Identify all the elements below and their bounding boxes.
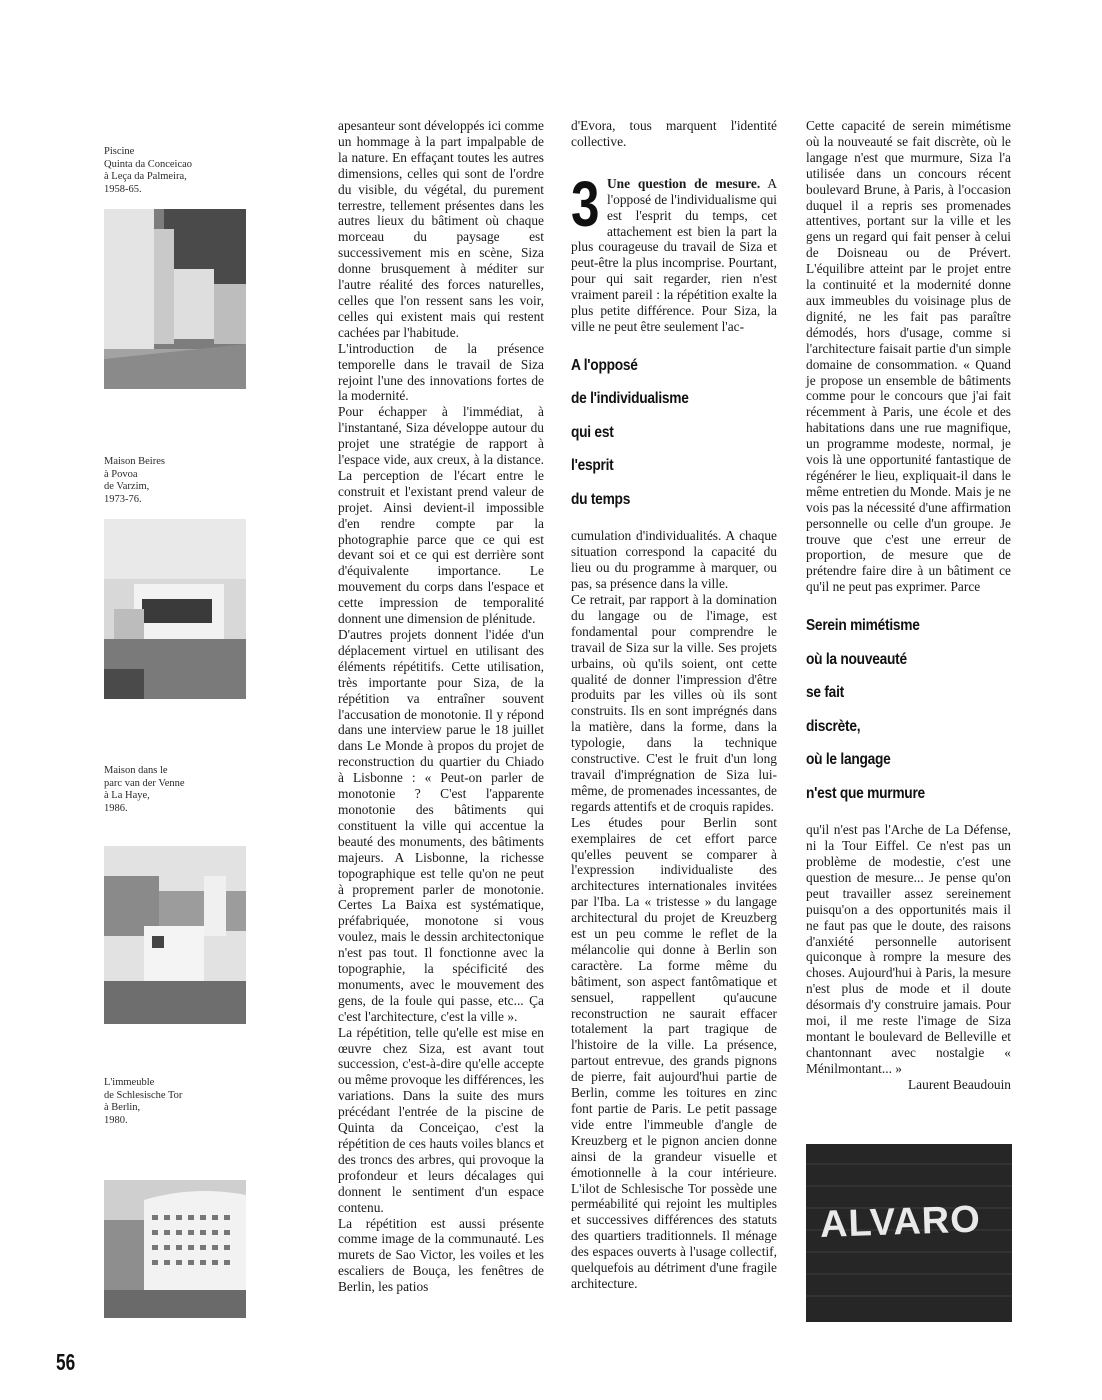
caption-pool: Piscine Quinta da Conceicao à Leça da Palmeira, 1958-65. [104,146,193,195]
author-signature: Laurent Beaudouin [908,1076,1011,1092]
pull-quote-line: n'est que murmure [806,784,925,802]
paragraph: qu'il n'est pas l'Arche de La Défense, ni la Tour Eiffel. Ce n'est pas un problème de modestie, c'est une question de mesure... Je pense qu'on peut travailler assez sereinement puisqu'on a des opportunités mais il ne faut pas que le doute, des raisons d'anxiété personnelle autorisent quiconque à rompre la mesure des choses. Aujourd'hui à Paris, la mesure n'est plus de mode et il doute désormais d'y construire jamais. Pour moi, il me reste l'image de Siza montant le boulevard de Belleville et chantonnant avec nostalgie « Ménilmontant... » [806,822,1011,1076]
paragraph: Cette capacité de serein mimétisme où la nouveauté se fait discrète, où le langage n'est que murmure, Siza l'a utilisée dans un concours récent boulevard Brune, à Paris, à l'occasion duquel il a repris ses promenades attentives, portant sur la ville et les gens un regard qui fait penser à celui de Doisneau ou de Prévert. L'équilibre atteint par le projet entre la continuité et la modernité donne aux immeubles du voisinage plus de dignité, ne les fait pas paraître démodés, hors d'usage, comme si l'architecture faisait partie d'un simple domaine de consommation. « Quand je propose un ensemble de bâtiments comme pour le concours que j'ai fait récemment à Paris, une école et des habitations dans une rue magnifique, un programme modeste, normal, je vois là une opportunité fantastique de régénérer le lieu, expliquait-il dans le même entretien du Monde. Mais je ne vois pas la nécessité d'une affirmation personnelle ou celle d'un groupe. Je trouve que c'est une erreur de proportion, de mesure que de prétendre faire dire à un bâtiment ce qu'il ne peut pas exprimer. Parce [806,118,1011,595]
pull-quote-line: l'esprit [571,457,614,475]
paragraph: d'Evora, tous marquent l'identité collective. [571,118,777,149]
paragraph: D'autres projets donnent l'idée d'un déplacement virtuel en utilisant des éléments répétitifs. Cette utilisation, très importante pour Siza, de la répétition va entraîner souvent l'accusation de monotonie. Il y répond dans une interview parue le 18 juillet dans Le Monde à propos du projet de reconstruction du quartier du Chiado à Lisbonne : « Peut-on parler de monotonie ? C'est l'apparente monotonie des bâtiments qui constituent la ville qui accentue la beauté des monuments, des bâtiments majeurs. A Lisbonne, la richesse topographique est telle qu'on ne peut à proprement parler de monotonie. Certes La Baixa est systématique, préfabriquée, monotone si vous voulez, mais le dessin architectonique n'est pas tout. Il fonctionne avec la topographie, la spécificité des monuments, avec le mouvement des gens, de la foule qui passe, etc... Ça c'est l'architecture, c'est la ville ». [338,627,544,1024]
pull-quote-line: discrète, [806,717,861,735]
pool-photo [104,209,246,389]
page-number: 56 [56,1349,76,1375]
pull-quote-line: où la nouveauté [806,650,907,668]
paragraph: Les études pour Berlin sont exemplaires de cet effort parce qu'elles peuvent se comparer à l'expression individualiste des architectures internationales invitées par l'Iba. La « tristesse » du langage architectural du projet de Kreuzberg est un peu comme le reflet de la mélancolie qui donne à Berlin son caractère. La forme même du bâtiment, son aspect fantômatique et sensuel, rappellent qu'aucune reconstruction ne saurait effacer totalement la part tragique de l'histoire de la ville. La présence, partout entrevue, des grands pignons de pierre, fait aujourd'hui partie de Berlin, comme les toitures en zinc font partie de Paris. Le petit passage vide entre l'immeuble d'angle de Kreuzberg et le pignon ancien donne ainsi de la grandeur visuelle et émotionnelle à la cour intérieure. L'ilot de Schlesische Tor possède une perméabilité qui rejoint les multiples et successives différences des statuts des quartiers traditionnels. Il ménage des espaces ouverts à l'usage collectif, quelquefois au détriment d'une fragile architecture. [571,814,777,1291]
pull-quote [806,609,1011,810]
section-number: 3 [571,167,600,240]
hague-photo [104,846,246,1024]
paragraph: L'introduction de la présence temporelle dans le travail de Siza rejoint l'une des innovations fortes de la modernité. [338,340,544,404]
caption-hague: Maison dans le parc van der Venne à La Haye, 1986. [104,765,185,814]
section-3 [571,167,777,335]
text-column-1 [338,118,544,1295]
paragraph: cumulation d'individualités. A chaque situation correspond la capacité du lieu ou du programme à marquer, ou pas, sa présence dans la ville. [571,528,777,592]
section-heading: Une question de mesure. [607,175,761,191]
paragraph: apesanteur sont développés ici comme un hommage à la part impalpable de la nature. En effaçant toutes les autres dimensions, celles qui sont de l'ordre du visible, du végétal, du purement terrestre, tellement présentes dans les autres lieux du bâtiment où chaque morceau du paysage est successivement mis en scène, Siza donne brusquement à méditer sur l'autre réalité des forces naturelles, celles que l'on ressent sans les voir, celles qui existent mais qui restent cachées par l'habitude. [338,118,544,340]
house-photo [104,519,246,699]
pull-quote [571,349,777,517]
graffiti-photo [806,1144,1012,1322]
paragraph: La répétition, telle qu'elle est mise en œuvre chez Siza, est avant tout succession, c'est-à-dire qu'elle accepte ou même provoque les différences, les variations. Dans la suite des murs précédant l'entrée de la piscine de Quinta da Conceiçao, c'est la répétition de ces hauts voiles blancs et des troncs des arbres, qui provoque la profondeur et leurs décalages qui donnent le sentiment d'un espace contenu. [338,1024,544,1215]
pull-quote-line: se fait [806,684,844,702]
paragraph: Pour échapper à l'immédiat, à l'instantané, Siza développe autour du projet une stratégie de rapport à l'espace vide, aux creux, à la distance. La perception de l'écart entre le construit et l'existant prend valeur de projet. Ainsi devient-il impossible d'en rendre compte par la photographie parce que ce qui est devant soi et ce qui est derrière sont d'équivalente importance. Le mouvement du corps dans l'espace et cette impression de temporalité donnent une dimension de plénitude. [338,404,544,627]
paragraph: A l'opposé de l'individualisme qui est l'esprit du temps, cet attachement est bien la part la plus courageuse du travail de Siza et peut-être la plus incomprise. Pourtant, pour qui sait regarder, rien n'est vraiment pareil : la répétition exalte la plus petite différence. Pour Siza, la ville ne peut être seulement l'ac- [571,175,777,334]
pull-quote-line: de l'individualisme [571,390,689,408]
paragraph: La répétition est aussi présente comme image de la communauté. Les murets de Sao Victor, les voiles et les escaliers de Bouça, les fenêtres de Berlin, les patios [338,1215,544,1295]
text-column-2 [571,118,777,1292]
caption-berlin: L'immeuble de Schlesische Tor à Berlin, 1980. [104,1077,183,1126]
pull-quote-line: où le langage [806,751,891,769]
pull-quote-line: du temps [571,490,631,508]
caption-beires: Maison Beires à Povoa de Varzim, 1973-76. [104,456,165,505]
pull-quote-line: A l'opposé [571,356,638,374]
berlin-photo [104,1180,246,1318]
graffiti-text: ALVARO [819,1198,982,1246]
text-column-3 [806,118,1011,1093]
paragraph: Ce retrait, par rapport à la domination du langage ou de l'image, est fondamental pour comprendre le travail de Siza sur la ville. Ses projets urbains, où qu'ils soient, ont cette qualité de donner l'impression d'être produits par les villes où ils sont construits. Ils en sont imprégnés dans la matière, dans la forme, dans la typologie, dans la technique constructive. C'est le fruit d'un long travail d'imprégnation de Siza lui-même, de promenades incessantes, de regards attentifs et de croquis rapides. [571,592,777,814]
pull-quote-line: qui est [571,423,614,441]
pull-quote-line: Serein mimétisme [806,617,920,635]
